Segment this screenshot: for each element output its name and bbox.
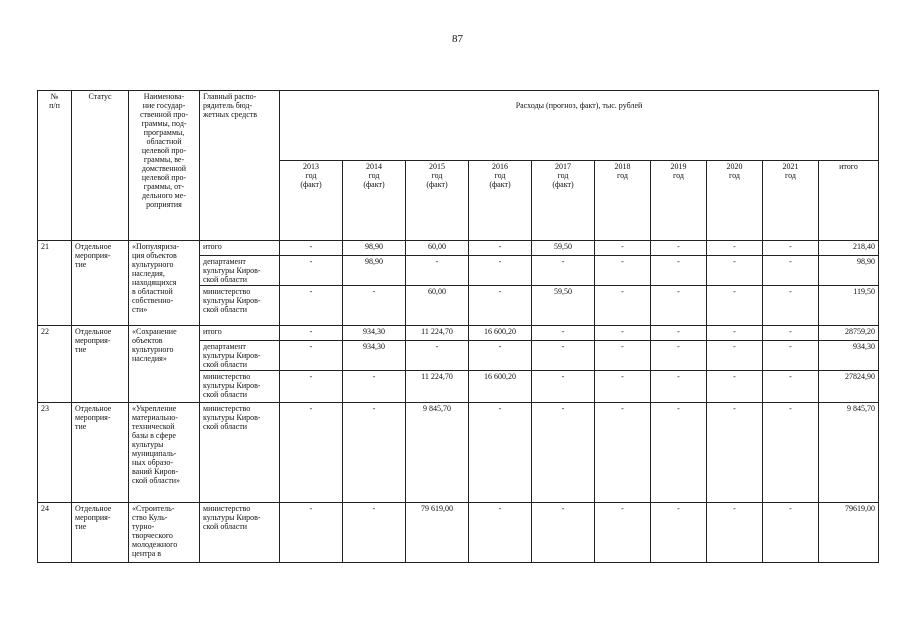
budget-table — [37, 90, 879, 563]
row-value: - — [651, 286, 707, 326]
row-value: - — [343, 403, 406, 503]
row-value: 9 845,70 — [406, 403, 469, 503]
row-name: «Сохранение объектов культурного наследия» — [129, 326, 200, 403]
row-value: - — [343, 371, 406, 403]
row-value: - — [595, 256, 651, 286]
row-value: - — [763, 371, 819, 403]
row-distributor: итого — [200, 241, 280, 256]
row-value: 59,50 — [532, 241, 595, 256]
row-value: 60,00 — [406, 286, 469, 326]
row-value: - — [532, 503, 595, 563]
row-total: 934,30 — [819, 341, 879, 371]
row-name: «Строитель- ство Куль- турно- творческого молодежного центра в — [129, 503, 200, 563]
header-year-1: 2014 год (факт) — [343, 161, 406, 241]
row-value: - — [651, 326, 707, 341]
row-value: - — [280, 256, 343, 286]
row-value: - — [532, 341, 595, 371]
row-value: - — [532, 326, 595, 341]
row-value: - — [707, 286, 763, 326]
header-year-3: 2016 год (факт) — [469, 161, 532, 241]
row-status: Отдельное мероприя- тие — [72, 403, 129, 503]
row-value: - — [343, 286, 406, 326]
page-number: 87 — [452, 33, 463, 45]
row-value: 11 224,70 — [406, 371, 469, 403]
row-value: - — [532, 256, 595, 286]
row-value: - — [595, 341, 651, 371]
row-value: - — [651, 341, 707, 371]
row-value: 59,50 — [532, 286, 595, 326]
row-value: - — [469, 286, 532, 326]
row-value: - — [469, 503, 532, 563]
row-total: 28759,20 — [819, 326, 879, 341]
row-value: 934,30 — [343, 341, 406, 371]
row-value: - — [595, 503, 651, 563]
row-value: - — [532, 403, 595, 503]
header-year-5: 2018 год — [595, 161, 651, 241]
row-value: - — [707, 403, 763, 503]
row-distributor: министерство культуры Киров- ской области — [200, 403, 280, 503]
row-num: 24 — [38, 503, 72, 563]
row-value: - — [280, 241, 343, 256]
row-value: 98,90 — [343, 256, 406, 286]
row-value: - — [469, 256, 532, 286]
row-distributor: министерство культуры Киров- ской области — [200, 286, 280, 326]
table-row — [38, 241, 879, 256]
header-name: Наименова- ние государ- ственной про- граммы, под- программы, областной целевой про- граммы, ве- домственной целевой про- граммы, от- дельного ме- роприятия — [129, 91, 200, 241]
row-distributor: министерство культуры Киров- ской области — [200, 371, 280, 403]
row-total: 98,90 — [819, 256, 879, 286]
row-value: - — [343, 503, 406, 563]
row-distributor: министерство культуры Киров- ской области — [200, 503, 280, 563]
row-value: - — [707, 371, 763, 403]
row-value: - — [763, 341, 819, 371]
row-value: - — [280, 286, 343, 326]
row-value: - — [707, 241, 763, 256]
header-expenses: Расходы (прогноз, факт), тыс. рублей — [280, 91, 879, 161]
row-value: - — [280, 341, 343, 371]
row-value: - — [280, 403, 343, 503]
row-value: - — [280, 326, 343, 341]
header-year-7: 2020 год — [707, 161, 763, 241]
row-distributor: итого — [200, 326, 280, 341]
header-year-0: 2013 год (факт) — [280, 161, 343, 241]
row-value: - — [763, 403, 819, 503]
row-value: - — [707, 503, 763, 563]
row-value: 16 600,20 — [469, 326, 532, 341]
row-value: - — [763, 241, 819, 256]
table-row — [38, 403, 879, 503]
row-total: 27824,90 — [819, 371, 879, 403]
row-name: «Популяриза- ция объектов культурного наследия, находящихся в областной собственно- сти» — [129, 241, 200, 326]
row-value: - — [280, 371, 343, 403]
row-value: 60,00 — [406, 241, 469, 256]
row-value: - — [595, 241, 651, 256]
header-year-9: итого — [819, 161, 879, 241]
row-value: - — [595, 286, 651, 326]
row-value: 11 224,70 — [406, 326, 469, 341]
row-value: 79 619,00 — [406, 503, 469, 563]
row-distributor: департамент культуры Киров- ской области — [200, 256, 280, 286]
row-value: - — [532, 371, 595, 403]
row-value: - — [595, 371, 651, 403]
header-year-6: 2019 год — [651, 161, 707, 241]
row-value: - — [763, 326, 819, 341]
row-value: - — [469, 241, 532, 256]
row-num: 23 — [38, 403, 72, 503]
header-num: № п/п — [38, 91, 72, 241]
row-value: - — [763, 256, 819, 286]
row-total: 79619,00 — [819, 503, 879, 563]
header-year-2: 2015 год (факт) — [406, 161, 469, 241]
row-distributor: департамент культуры Киров- ской области — [200, 341, 280, 371]
row-num: 22 — [38, 326, 72, 403]
row-value: - — [595, 403, 651, 503]
row-value: 934,30 — [343, 326, 406, 341]
table-row — [38, 503, 879, 563]
row-value: - — [707, 341, 763, 371]
header-distributor: Главный распо- рядитель бюд- жетных средств — [200, 91, 280, 241]
row-value: - — [651, 371, 707, 403]
row-value: - — [469, 341, 532, 371]
row-total: 9 845,70 — [819, 403, 879, 503]
row-name: «Укрепление материально- технической базы в сфере культуры муниципаль- ных образо- ваний Киров- ской области» — [129, 403, 200, 503]
row-status: Отдельное мероприя- тие — [72, 503, 129, 563]
row-value: - — [707, 326, 763, 341]
row-value: 16 600,20 — [469, 371, 532, 403]
row-status: Отдельное мероприя- тие — [72, 326, 129, 403]
row-status: Отдельное мероприя- тие — [72, 241, 129, 326]
row-value: - — [651, 403, 707, 503]
header-status: Статус — [72, 91, 129, 241]
row-value: - — [763, 286, 819, 326]
row-value: - — [595, 326, 651, 341]
row-num: 21 — [38, 241, 72, 326]
row-value: - — [280, 503, 343, 563]
row-value: - — [651, 256, 707, 286]
row-value: - — [406, 256, 469, 286]
table-row — [38, 326, 879, 341]
header-year-4: 2017 год (факт) — [532, 161, 595, 241]
row-value: - — [406, 341, 469, 371]
row-value: - — [469, 403, 532, 503]
row-value: - — [763, 503, 819, 563]
row-value: 98,90 — [343, 241, 406, 256]
row-value: - — [651, 503, 707, 563]
row-total: 218,40 — [819, 241, 879, 256]
row-value: - — [651, 241, 707, 256]
row-value: - — [707, 256, 763, 286]
header-year-8: 2021 год — [763, 161, 819, 241]
row-total: 119,50 — [819, 286, 879, 326]
